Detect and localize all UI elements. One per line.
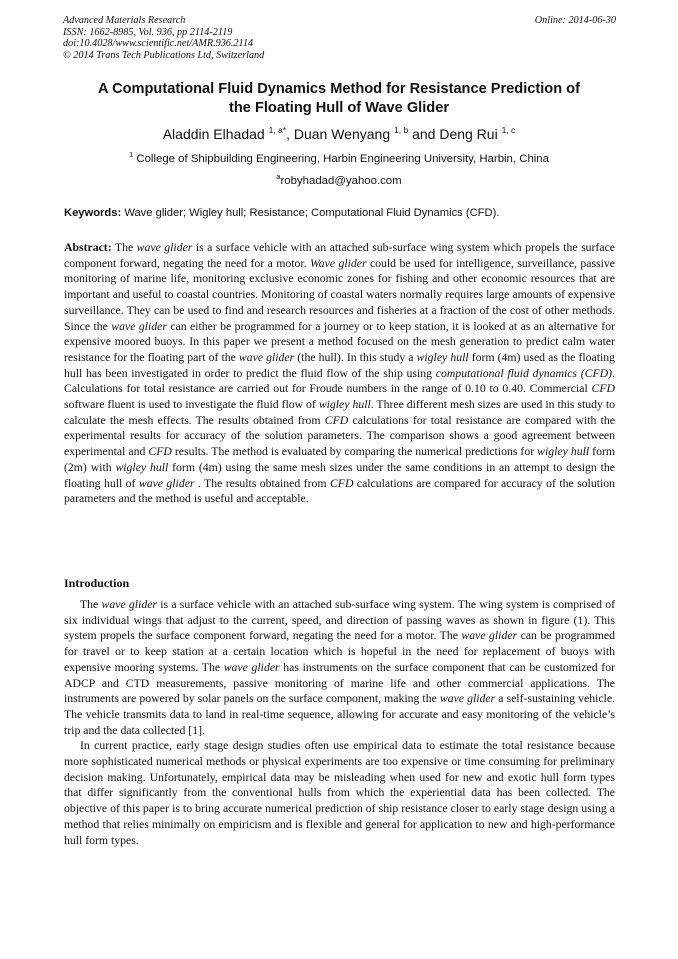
abstract-term: wigley hull [416,350,469,364]
journal-name: Advanced Materials Research [63,15,186,26]
author-email [40,170,638,188]
intro-text: is a surface vehicle with an attached sub-surface wing system. The wing system is comprised of six individual wings that adjust to the current, speed, and direction of passing waves as shown in figure (1). This system propels the surface component forward, negating the need for a motor. The [64,598,615,643]
abstract-term: computational fluid dynamics (CFD) [435,366,613,380]
author-name: Deng Rui [439,126,498,142]
issn-line: ISSN: 1662-8985, Vol. 936, pp 2114-2119 [63,26,233,38]
online-date: Online: 2014-06-30 [534,15,616,26]
abstract-text: form (4m) using the same mesh sizes under the same conditions in an attempt to design the floating hull of [64,460,615,490]
intro-term: wave glider [439,692,496,706]
email-address: robyhadad@yahoo.com [280,175,402,187]
abstract-text: calculations for total resistance are compared with the experimental results for accuracy of the solution parameters. The comparison shows a good agreement between experimental and [64,413,615,459]
abstract-term: Wave glider [310,256,367,270]
affiliation [40,148,638,166]
abstract-term: CFD [324,413,349,427]
publication-header [63,15,616,61]
abstract-term: wave glider [238,350,295,364]
abstract-term: wave glider [136,241,193,254]
author-name: Aladdin Elhadad [162,126,265,142]
intro-paragraph-1 [64,597,615,738]
abstract-text: (the hull). In this study a [294,350,417,364]
intro-text: The [80,598,102,611]
paper-title [40,80,638,117]
abstract [64,240,615,507]
intro-term: wave glider [461,629,518,643]
intro-text: has instruments on the surface component that can be customized for ADCP and CTD measurements, passive monitoring of marine life and other commercial applications. The instruments are powered by solar panels on the surface component, making the [64,660,615,706]
intro-term: wave glider [223,660,280,674]
copyright-line: © 2014 Trans Tech Publications Ltd, Switzerland [63,49,265,61]
abstract-term: CFD [148,445,172,459]
author-separator: , [286,126,294,142]
abstract-text: . Calculations for total resistance are carried out for Froude numbers in the range of 0.10 to 0.40. Commercial [64,366,615,396]
affiliation-text: College of Shipbuilding Engineering, Harbin Engineering University, Harbin, China [136,153,549,165]
abstract-text: form (4m) used as the floating hull has been investigated in order to predict the fluid flow of the ship using [64,350,615,380]
abstract-term: wave glider [111,319,167,333]
abstract-text: form (2m) with [64,445,616,474]
keywords-label: Keywords: [64,207,122,219]
abstract-term: wigley hull [318,398,371,412]
intro-text: can be programmed for travel or to keep station at a certain location which is hopeful in the need for replacement of buoys with expensive mooring systems. The [64,629,615,674]
title-line-1: A Computational Fluid Dynamics Method for Resistance Prediction of [98,81,580,97]
abstract-term: CFD [329,476,354,490]
author-name: Duan Wenyang [293,126,391,142]
author-affil-mark: 1, c [501,125,516,135]
abstract-text: The [114,241,137,254]
author-affil-mark: 1, a* [268,125,287,135]
section-heading-introduction: Introduction [64,576,130,590]
abstract-text: results. The method is evaluated by comparing the numerical predictions for [171,445,538,459]
abstract-text: . The results obtained from [194,476,330,490]
author-list [40,121,638,143]
abstract-label: Abstract: [64,241,112,254]
title-line-2: the Floating Hull of Wave Glider [229,99,449,116]
keywords [64,206,616,220]
keywords-text: Wave glider; Wigley hull; Resistance; Computational Fluid Dynamics (CFD). [124,207,500,219]
author-separator: and [408,126,440,142]
doi-line: doi:10.4028/www.scientific.net/AMR.936.2114 [63,38,254,50]
abstract-term: wave glider [138,476,195,490]
abstract-text: is a surface vehicle with an attached sub-surface wing system which propels the surface component forward, negating the need for a motor. [64,241,615,270]
intro-term: wave glider [101,598,157,611]
abstract-text: calculations are compared for accuracy of the solution parameters and the method is useful and acceptable. [64,476,615,506]
author-affil-mark: 1, b [394,125,409,135]
introduction-body [64,597,615,848]
affiliation-mark: 1 [129,150,134,159]
email-mark: a [276,172,281,181]
abstract-text: . Three different mesh sizes are used in this study to calculate the mesh effects. The results obtained from [64,398,615,427]
abstract-text: software fluent is used to investigate the fluid flow of [64,398,319,412]
abstract-term: wigley hull [537,445,590,459]
abstract-text: can either be programmed for a journey or to keep station, it is looked at as an alternative for expensive moored buoys. In this paper we present a method focused on the mesh generation to predict calm water resistance for the floating part of the [64,319,615,364]
intro-text: a self-sustaining vehicle. The vehicle transmits data to land in real-time sequence, allowing for accurate and easy monitoring of the vehicle’s trip and the data collected [1]. [64,692,615,737]
abstract-text: could be used for intelligence, surveillance, passive monitoring of marine life, monitoring exclusive economic zones for fishing and other economic resources that are important and useful to coastal countries. Monitoring of coastal waters normally requires large amounts of expensive surveillance. They can be used to find and research resources and fisheries at a fraction of the cost of other methods. Since the [64,256,615,333]
abstract-term: CFD [591,382,615,396]
intro-paragraph-2: In current practice, early stage design studies often use empirical data to estimate the total resistance because more sophisticated numerical methods or physical experiments are too expensive or time consuming for preliminary decision making. Unfortunately, empirical data may be misleading when used for new and exotic hull form types that differ significantly from the conventional hulls from which the experiential data has been collected. The objective of this paper is to bring accurate numerical prediction of ship resistance closer to early stage design using a method that relies minimally on empiricism and is flexible and general for application to new and high-performance hull form types. [64,739,615,847]
abstract-term: wigley hull [115,460,169,474]
